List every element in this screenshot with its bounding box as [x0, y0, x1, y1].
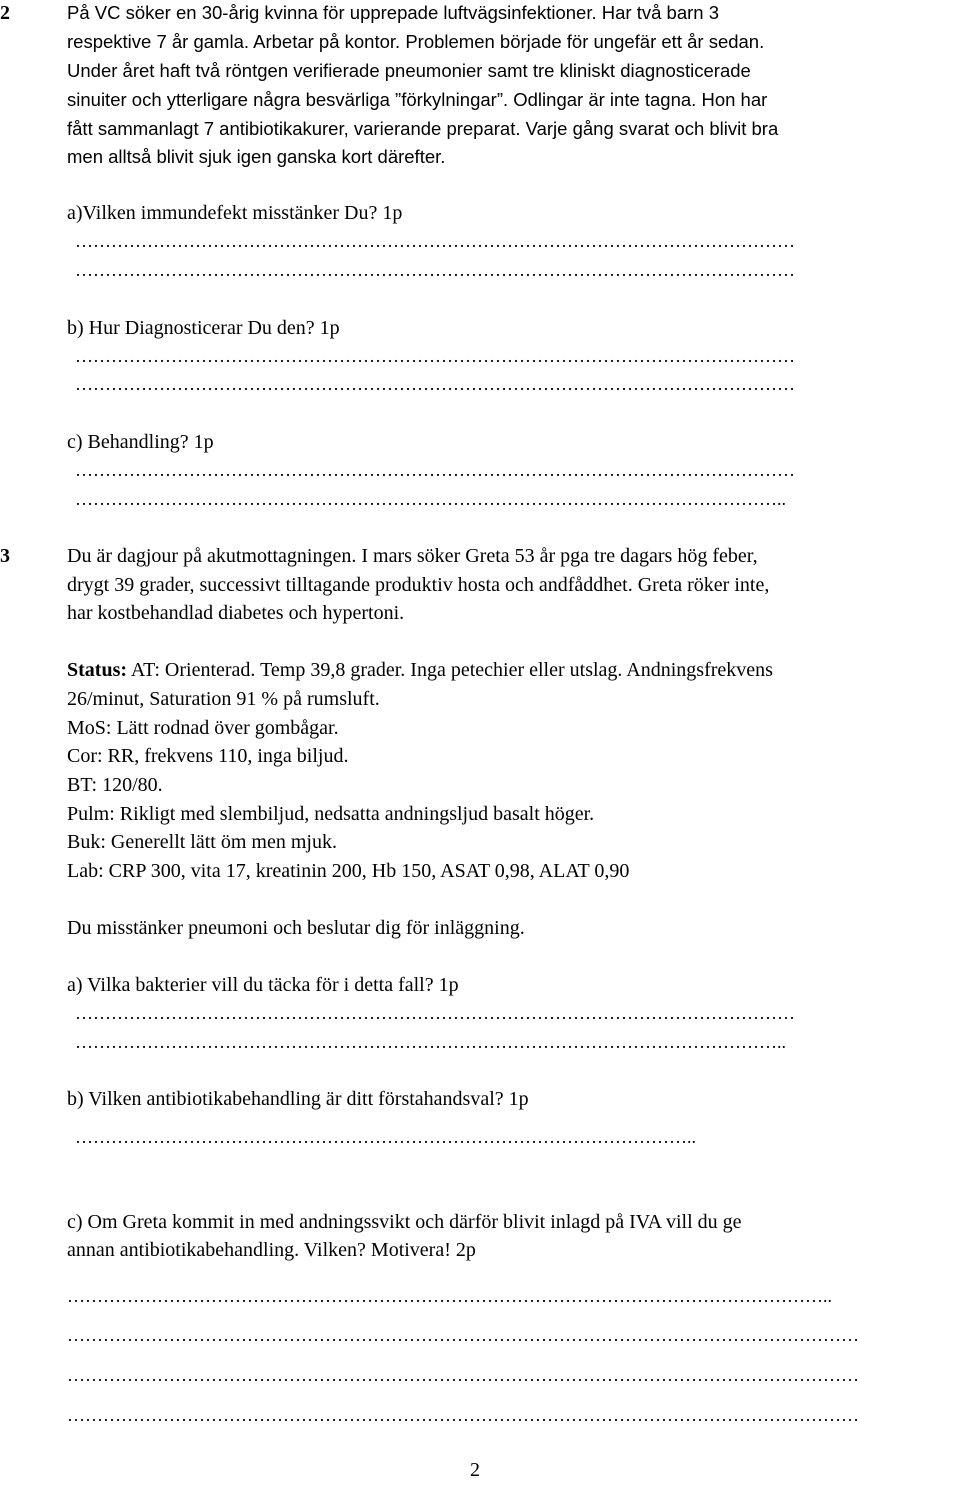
q2-answer-line-c2[interactable]: ……………………………………………………………………………………………………….. — [75, 489, 786, 509]
q3-intro-line-2: drygt 39 grader, successivt tilltagande produktiv hosta och andfåddhet. Greta röker inte, — [67, 574, 770, 596]
q3-mos: MoS: Lätt rodnad över gombågar. — [67, 717, 339, 739]
q2-intro-line-6: men alltså blivit sjuk igen ganska kort därefter. — [67, 146, 446, 167]
q3-status-line-1 — [67, 660, 773, 680]
q3-lab: Lab: CRP 300, vita 17, kreatinin 200, Hb 150, ASAT 0,98, ALAT 0,90 — [67, 860, 630, 882]
q2-question-c: c) Behandling? 1p — [67, 431, 214, 453]
q2-intro-line-1: På VC söker en 30-årig kvinna för upprepade luftvägsinfektioner. Har två barn 3 — [67, 2, 719, 23]
q2-intro-line-4: sinuiter och ytterligare några besvärliga ”förkylningar”. Odlingar är inte tagna. Hon har — [67, 89, 768, 110]
q2-answer-line-a1[interactable]: ………………………………………………………………………………………………………… — [75, 231, 795, 251]
q3-intro-line-3: har kostbehandlad diabetes och hypertoni. — [67, 602, 405, 624]
q3-answer-line-b1[interactable]: ………………………………………………………………………………………….. — [75, 1127, 696, 1147]
q2-answer-line-a2[interactable]: ………………………………………………………………………………………………………… — [75, 260, 795, 280]
q3-buk: Buk: Generellt lätt öm men mjuk. — [67, 831, 337, 853]
q3-answer-line-c2[interactable]: …………………………………………………………………………………………………………………… — [67, 1325, 859, 1345]
q2-intro-line-5: fått sammanlagt 7 antibiotikakurer, varierande preparat. Varje gång svarat och blivit bra — [67, 118, 779, 139]
q2-intro-line-3: Under året haft två röntgen verifierade pneumonier samt tre kliniskt diagnosticerade — [67, 60, 751, 81]
question-number-2: 2 — [0, 2, 10, 24]
q2-answer-line-c1[interactable]: ………………………………………………………………………………………………………… — [75, 460, 795, 480]
q3-answer-line-a2[interactable]: ……………………………………………………………………………………………………….. — [75, 1032, 786, 1052]
q3-question-b: b) Vilken antibiotikabehandling är ditt förstahandsval? 1p — [67, 1088, 529, 1110]
status-label: Status: — [67, 659, 128, 681]
q2-question-b: b) Hur Diagnosticerar Du den? 1p — [67, 317, 340, 339]
status-text: AT: Orienterad. Temp 39,8 grader. Inga petechier eller utslag. Andningsfrekvens — [127, 659, 773, 681]
q2-question-a: a)Vilken immundefekt misstänker Du? 1p — [67, 202, 403, 224]
q3-answer-line-c1[interactable]: ……………………………………………………………………………………………………………….. — [67, 1286, 832, 1306]
q2-answer-line-b2[interactable]: ………………………………………………………………………………………………………… — [75, 374, 795, 394]
q3-cor: Cor: RR, frekvens 110, inga biljud. — [67, 745, 349, 767]
q3-answer-line-c3[interactable]: …………………………………………………………………………………………………………………… — [67, 1365, 859, 1385]
q3-status-line-2: 26/minut, Saturation 91 % på rumsluft. — [67, 688, 380, 710]
q3-question-a: a) Vilka bakterier vill du täcka för i detta fall? 1p — [67, 974, 459, 996]
q3-suspect: Du misstänker pneumoni och beslutar dig för inläggning. — [67, 917, 525, 939]
q3-bt: BT: 120/80. — [67, 774, 163, 796]
q3-pulm: Pulm: Rikligt med slembiljud, nedsatta andningsljud basalt höger. — [67, 803, 595, 825]
question-number-3: 3 — [0, 545, 10, 567]
q2-answer-line-b1[interactable]: ………………………………………………………………………………………………………… — [75, 346, 795, 366]
q3-answer-line-c4[interactable]: …………………………………………………………………………………………………………………… — [67, 1405, 859, 1425]
q3-intro-line-1: Du är dagjour på akutmottagningen. I mars söker Greta 53 år pga tre dagars hög feber, — [67, 545, 758, 567]
page-number: 2 — [470, 1459, 480, 1481]
q3-question-c-line-1: c) Om Greta kommit in med andningssvikt och därför blivit inlagd på IVA vill du ge — [67, 1211, 742, 1233]
q3-answer-line-a1[interactable]: ………………………………………………………………………………………………………… — [75, 1003, 795, 1023]
q2-intro-line-2: respektive 7 år gamla. Arbetar på kontor. Problemen började för ungefär ett år sedan. — [67, 31, 765, 52]
q3-question-c-line-2: annan antibiotikabehandling. Vilken? Motivera! 2p — [67, 1239, 476, 1261]
